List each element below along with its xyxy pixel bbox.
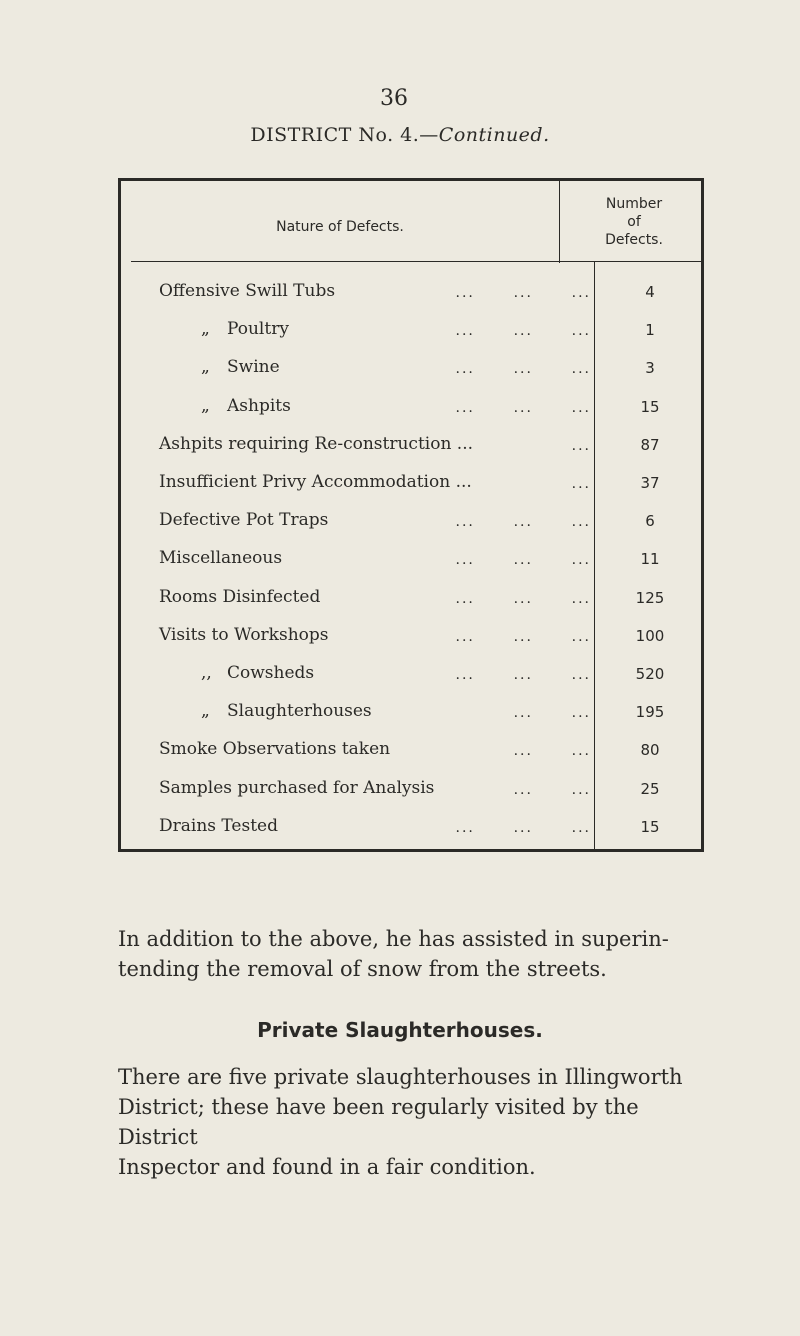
header-number-of-defects	[561, 195, 707, 249]
district-title	[0, 124, 800, 146]
table-row	[121, 510, 701, 540]
leader-dots: ... ... ...	[455, 514, 591, 531]
table-row	[121, 319, 701, 349]
table-row	[121, 281, 701, 311]
defect-label-text: Visits to Workshops	[159, 624, 329, 645]
defect-count: 6	[645, 512, 655, 531]
ditto-mark: „	[201, 357, 210, 378]
table-row	[121, 357, 701, 387]
leader-dots: ... ... ...	[455, 399, 591, 416]
defect-label-text: Swine	[227, 357, 280, 378]
defect-label-text: Slaughterhouses	[227, 701, 372, 722]
table-row	[121, 816, 701, 846]
leader-dots: ... ... ...	[455, 361, 591, 378]
table-row	[121, 739, 701, 769]
leader-dots: ... ...	[513, 705, 591, 722]
defect-label-text: Poultry	[227, 319, 289, 340]
table-row	[121, 396, 701, 426]
defect-count: 80	[640, 741, 660, 760]
leader-dots: ... ... ...	[455, 590, 591, 607]
ditto-mark: „	[201, 701, 210, 722]
leader-dots: ... ... ...	[455, 819, 591, 836]
defect-label-text: Samples purchased for Analysis	[159, 777, 435, 798]
defect-count: 87	[640, 435, 660, 454]
header-number-line: Number	[605, 196, 663, 212]
district-title-main: DISTRICT No. 4.—	[250, 124, 439, 146]
paragraph-line: District; these have been regularly visited by the District	[118, 1095, 639, 1149]
paragraph-slaughterhouses	[118, 1062, 718, 1182]
header-nature-of-defects: Nature of Defects.	[276, 219, 404, 235]
defect-label	[201, 319, 289, 339]
ditto-mark: „	[201, 319, 210, 340]
defect-count: 3	[645, 359, 655, 378]
leader-dots: ... ... ...	[455, 628, 591, 645]
table-row	[121, 778, 701, 808]
paragraph-line: There are five private slaughterhouses in Illingworth	[118, 1065, 683, 1089]
leader-dots: ... ...	[513, 743, 591, 760]
defect-count: 11	[640, 550, 660, 569]
table-row	[121, 663, 701, 693]
defect-count: 1	[645, 321, 655, 340]
leader-dots: ...	[571, 437, 591, 454]
header-number-line: of	[627, 214, 641, 230]
ditto-mark: „	[201, 395, 210, 416]
leader-dots: ... ...	[513, 781, 591, 798]
defect-count: 37	[640, 474, 660, 492]
defect-count: 15	[640, 817, 660, 836]
header-rule	[131, 261, 703, 262]
header-column-divider	[559, 181, 560, 263]
defect-label	[159, 510, 328, 530]
defects-table	[118, 178, 704, 852]
leader-dots: ... ... ...	[455, 667, 591, 683]
defect-label-text: Drains Tested	[159, 815, 278, 836]
header-number-line: Defects.	[605, 232, 663, 248]
defect-count: 195	[635, 703, 665, 722]
defect-label-text: Offensive Swill Tubs	[159, 281, 336, 301]
leader-dots: ...	[571, 476, 591, 492]
paragraph-line: Inspector and found in a fair condition.	[118, 1155, 536, 1179]
defect-label-text: Smoke Observations taken	[159, 739, 391, 760]
defect-count: 25	[640, 779, 660, 798]
defect-label	[159, 548, 282, 568]
defect-label	[159, 739, 390, 759]
section-heading: Private Slaughterhouses.	[257, 1018, 543, 1042]
district-title-continued: Continued.	[438, 124, 550, 146]
defect-label	[201, 701, 372, 721]
defect-count: 100	[635, 626, 665, 645]
defect-label	[201, 396, 291, 416]
leader-dots: ... ... ...	[455, 285, 591, 301]
defect-label	[159, 816, 278, 836]
table-row	[121, 548, 701, 578]
defect-label	[159, 281, 335, 301]
defect-label-text: Insufficient Privy Accommodation ...	[159, 472, 472, 492]
defect-label	[159, 587, 320, 607]
paragraph-line: In addition to the above, he has assisted in superin-	[118, 927, 669, 951]
table-row	[121, 701, 701, 731]
defect-label	[159, 625, 329, 645]
leader-dots: ... ... ...	[455, 552, 591, 569]
defect-label-text: Defective Pot Traps	[159, 510, 329, 531]
paragraph-line: tending the removal of snow from the streets.	[118, 957, 607, 981]
defect-count: 125	[635, 588, 665, 607]
table-row	[121, 625, 701, 655]
page-number: 36	[380, 86, 408, 111]
defect-count: 4	[645, 283, 655, 301]
defect-label-text: Miscellaneous	[159, 548, 283, 569]
defect-label-text: Cowsheds	[227, 663, 315, 683]
defect-count: 15	[640, 397, 660, 416]
defect-count: 520	[635, 665, 665, 683]
ditto-mark: ,,	[201, 663, 212, 683]
table-row	[121, 587, 701, 617]
defect-label-text: Rooms Disinfected	[159, 586, 321, 607]
table-row	[121, 472, 701, 502]
leader-dots: ... ... ...	[455, 323, 591, 340]
defect-label	[201, 357, 280, 377]
defect-label-text: Ashpits requiring Re-construction ...	[159, 433, 474, 454]
defect-label	[201, 663, 314, 683]
paragraph-snow	[118, 924, 718, 984]
table-row	[121, 434, 701, 464]
defect-label-text: Ashpits	[227, 395, 291, 416]
